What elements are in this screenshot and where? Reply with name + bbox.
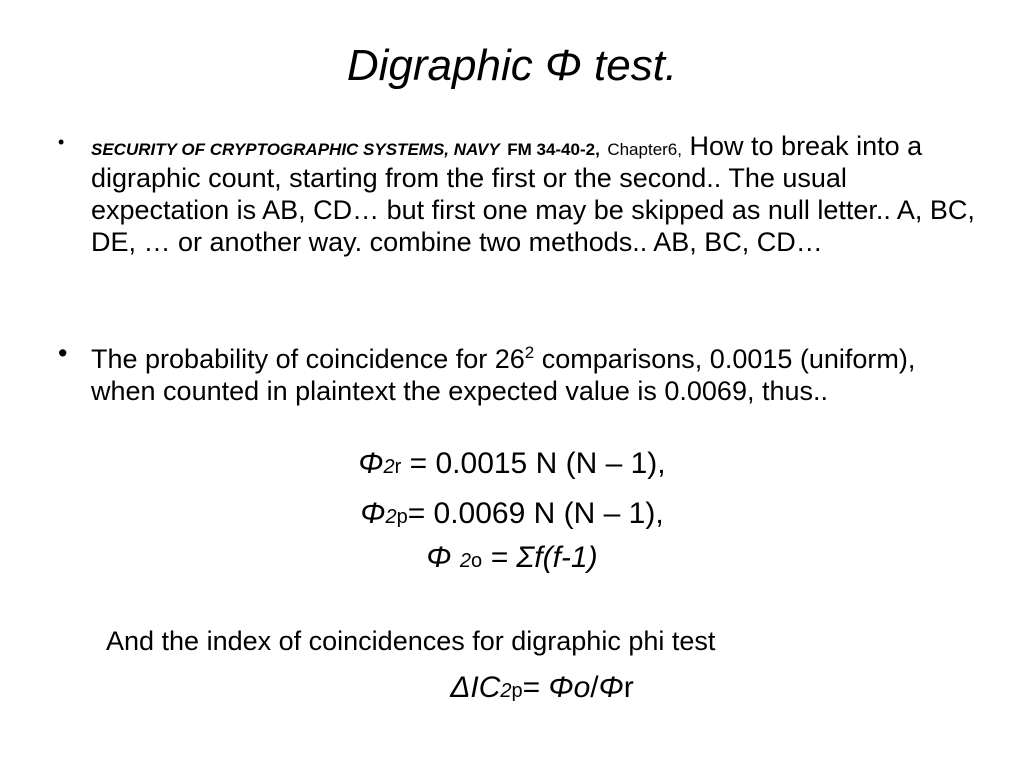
bullet-text [91, 130, 978, 258]
formula-rhs: = Σf(f-1) [482, 541, 598, 574]
exponent: 2 [524, 343, 535, 362]
bullet-body-end: comparisons, 0.0015 (uniform), when counted in plaintext the expected value is 0.0069, thus.. [91, 344, 916, 406]
bullet-item-probability [58, 337, 978, 407]
ic-slash: / [590, 671, 599, 704]
sub-number: 2 [383, 456, 395, 478]
bullet-marker: • [58, 132, 65, 152]
phi-symbol: Φ [426, 541, 460, 574]
ic-numerator: Φo [548, 671, 591, 704]
formula-phi-2p [0, 496, 1024, 535]
phi-symbol: Φ [360, 497, 386, 530]
formula-rhs: = 0.0069 N (N – 1), [407, 497, 664, 530]
ic-lhs: ΔIC [450, 671, 501, 704]
phi-symbol: Φ [358, 447, 384, 480]
bullet-body-start: The probability of coincidence for 26 [91, 344, 525, 374]
sub-number: 2 [500, 680, 512, 702]
ic-statement: And the index of coincidences for digraphic phi test [106, 626, 716, 656]
sub-letter: r [394, 456, 402, 478]
equals-sign: = [522, 671, 549, 704]
ic-denominator-phi: Φ [598, 671, 624, 704]
formula-phi-2r [0, 446, 1024, 485]
sub-letter: o [470, 550, 483, 572]
source-code: FM 34-40-2, [507, 140, 600, 159]
bullet-body: How to break into a digraphic count, starting from the first or the second.. The usual expectation is AB, CD… but first one may be skipped as null letter.. A, BC, DE, … or another way. combine two methods.. AB, BC, CD… [91, 131, 975, 257]
bullet-item-source [58, 130, 978, 258]
source-title: SECURITY OF CRYPTOGRAPHIC SYSTEMS, NAVY [91, 140, 500, 159]
bullet-marker: • [58, 338, 68, 368]
sub-number: 2 [385, 506, 397, 528]
sub-number: 2 [459, 550, 471, 572]
slide-title: Digraphic Φ test. [346, 41, 678, 90]
sub-letter: p [511, 680, 523, 702]
formula-ic [0, 670, 1024, 709]
sub-letter: p [396, 506, 408, 528]
formula-rhs: = 0.0015 N (N – 1), [401, 447, 666, 480]
source-chapter: Chapter6, [607, 140, 682, 159]
ic-denominator-r: r [623, 671, 634, 704]
formula-phi-2o [0, 540, 1024, 579]
bullet-text [91, 337, 978, 407]
